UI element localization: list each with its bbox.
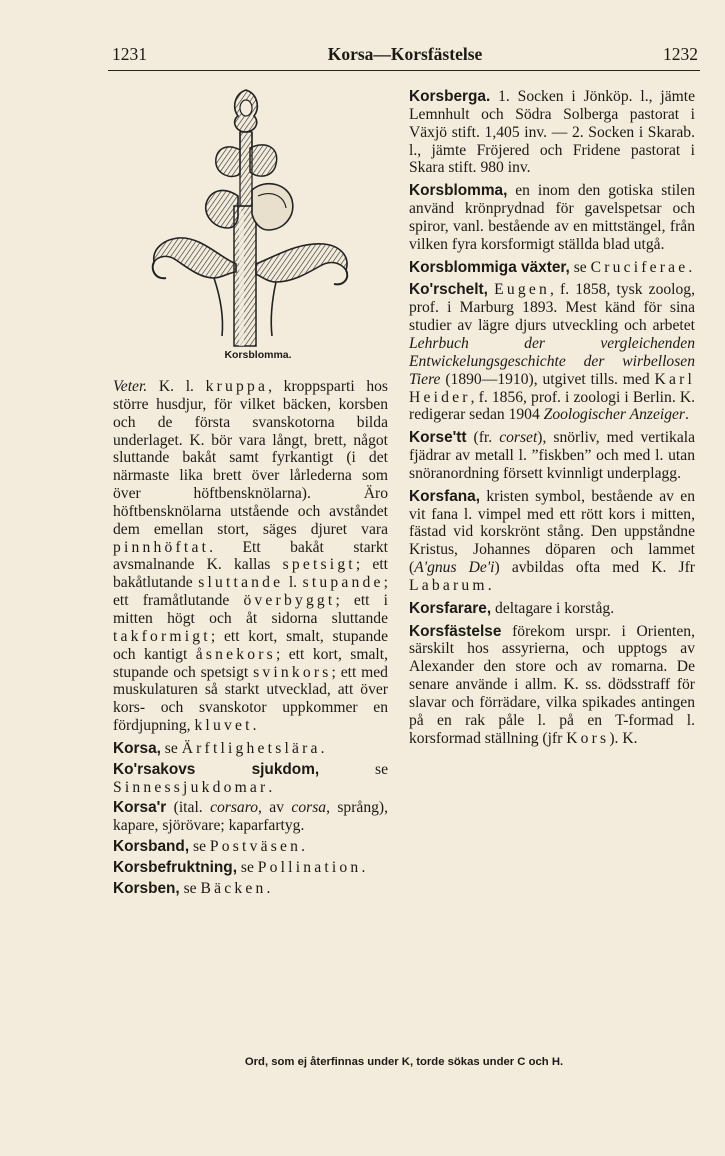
spaced-name: Karl Heider xyxy=(409,370,695,406)
entry-text: . xyxy=(320,739,325,757)
entry-korsfarare xyxy=(409,600,695,618)
entry-text: ; ett i mitten högt och åt sidorna sluttande xyxy=(113,592,388,627)
entry-korsa xyxy=(113,740,388,758)
entry-text: , f. 1856, prof. i zoologi i Berlin. K. redigerar sedan 1904 xyxy=(409,388,695,424)
entry-text: se xyxy=(160,739,182,757)
entry-text: se xyxy=(319,760,388,778)
entry-korsfastelse xyxy=(409,623,695,748)
entry-headword: Korsfästelse xyxy=(409,622,502,640)
entry-headword: Ko'rsakovs sjukdom, xyxy=(113,760,320,778)
entry-text: . xyxy=(266,879,271,897)
entry-korsfana xyxy=(409,488,695,595)
entry-korschelt xyxy=(409,281,695,424)
entry-text: . xyxy=(252,717,257,735)
entry-text: ; ett framåtlutande xyxy=(113,574,388,610)
entry-text: se xyxy=(236,858,258,876)
entry-korsblommiga-vaxter xyxy=(409,259,695,277)
spaced-term: pinnhöftat xyxy=(113,538,210,556)
left-column xyxy=(113,378,388,901)
cross-reference: Postväsen xyxy=(209,838,302,856)
book-title: Lehrbuch der vergleichenden Entwickelungsgeschichte der wirbellosen Tiere xyxy=(409,334,695,388)
footer-note: Ord, som ej återfinnas under K, torde sökas under C och H. xyxy=(244,1056,564,1068)
entry-text: ; ett med muskulaturen så starkt utvecklad, att över kors- och svanskotor uppkommer en fördjupning, xyxy=(113,663,388,735)
entry-text: K. l. xyxy=(147,378,206,395)
entry-text: ; ett kort, smalt, stupande och kantigt xyxy=(113,627,388,663)
entry-korsblomma xyxy=(409,182,695,253)
korsblomma-illustration xyxy=(148,86,352,354)
entry-text: deltagare i korståg. xyxy=(491,599,615,617)
spaced-term: kruppa xyxy=(205,378,269,395)
entry-text: se xyxy=(189,838,210,856)
entry-text: l. xyxy=(283,574,303,592)
etymology-term: corsa xyxy=(291,799,327,817)
spaced-term: takformigt xyxy=(113,627,211,645)
etymology-term: corsaro xyxy=(210,799,259,817)
entry-text: . xyxy=(361,858,366,876)
spaced-term: spetsigt xyxy=(282,556,356,574)
page-number-right: 1232 xyxy=(663,44,698,64)
entry-text: kristen symbol, bestående av en vit fana l. vimpel med ett rött kors i mitten, fästad vid korskrönt stång. Den uppståndne Kristus, Johannes döparen och lammet ( xyxy=(409,487,695,577)
entry-text: 1. Socken i Jönköp. l., jämte Lemnhult och Södra Solberga pastorat i Växjö stift. 1,405 inv. — 2. Socken i Skarab. l., jämte Fröjered och Fridene pastorat i Skara stift. 980 inv. xyxy=(409,88,695,177)
cross-reference: Cruciferae xyxy=(590,258,689,276)
entry-text: , språng), kapare, sjörövare; kaparfartyg. xyxy=(113,799,389,835)
entry-headword: Korse'tt xyxy=(409,429,467,447)
spaced-name: Eugen xyxy=(494,281,550,299)
entry-text: , kroppsparti hos större husdjur, för vilket bäcken, korsben och de första svanskotorna bilda underlaget. K. bör vara långt, brett, något sluttande bakåt samt fyrkantigt (i det närmaste lika brett över lårlederna som över höftbensknölarna). Äro höftbensknölarna utstående och avståndet dem emellan stort, säges djuret vara xyxy=(113,378,388,538)
journal-title: Zoologischer Anzeiger xyxy=(543,406,686,424)
entry-headword: Ko'rschelt, xyxy=(409,281,488,299)
entry-korsband xyxy=(113,838,388,856)
header-rule xyxy=(108,70,700,71)
spaced-term: överbyggt xyxy=(243,592,336,610)
cross-reference: Pollination xyxy=(257,858,362,876)
crocket-finial-drawing xyxy=(148,86,352,354)
entry-veterinary-kors xyxy=(113,378,388,735)
entry-korsett xyxy=(409,429,695,483)
page-number-left: 1231 xyxy=(112,44,147,64)
right-column xyxy=(409,88,695,753)
cross-reference: Sinnessjukdomar xyxy=(113,778,269,796)
etymology-term: corset xyxy=(499,429,538,447)
cross-reference: Ärftlighetslära xyxy=(181,739,321,757)
spaced-term: stupande xyxy=(302,574,384,592)
entry-korsberga xyxy=(409,88,695,177)
entry-text: . xyxy=(685,406,689,424)
spaced-term: åsnekors xyxy=(195,645,276,663)
entry-text: , av xyxy=(258,799,292,817)
page-title: Korsa—Korsfästelse xyxy=(327,44,483,64)
entry-text: (fr. xyxy=(466,429,500,447)
entry-text: se xyxy=(179,879,201,897)
running-head xyxy=(112,44,698,70)
entry-korsar xyxy=(113,799,388,835)
entry-text: en inom den gotiska stilen använd krönprydnad för gavelspetsar och spiror, vanl. bestående av en mittstängel, från vilken fyra korsformigt ställda blad utgå. xyxy=(409,182,695,253)
figure-caption: Korsblomma. xyxy=(224,349,292,361)
entry-text: . Ett bakåt starkt avsmalnande K. kallas xyxy=(113,538,388,574)
spaced-term: svinkors xyxy=(253,663,332,681)
entry-text: ). K. xyxy=(609,729,638,747)
entry-text: . xyxy=(301,838,305,856)
cross-reference: Kors xyxy=(566,729,610,747)
entry-text: se xyxy=(569,258,591,276)
entry-headword: Korsbefruktning, xyxy=(113,858,237,876)
entry-korsakovs-sjukdom xyxy=(113,761,388,797)
spaced-term: kluvet xyxy=(194,717,253,735)
entry-text: . xyxy=(688,258,693,276)
entry-text: . xyxy=(268,778,273,796)
entry-headword: Korsben, xyxy=(113,879,180,897)
entry-text: (ital. xyxy=(166,799,211,817)
spaced-term: sluttande xyxy=(198,574,284,592)
entry-korsben xyxy=(113,880,388,898)
entry-headword: Korsblommiga växter, xyxy=(409,258,570,276)
entry-text: ; ett bakåtlutande xyxy=(113,556,388,592)
entry-text: ), snörliv, med vertikala fjädrar av metall l. ”fiskben” och med l. utan snöranordning försett kvinnligt underplagg. xyxy=(409,429,695,482)
entry-headword: Korsa, xyxy=(113,739,161,757)
entry-text: ) avbildas ofta med K. Jfr xyxy=(494,559,695,577)
entry-field-label: Veter. xyxy=(113,378,148,395)
entry-headword: Korsfana, xyxy=(409,487,480,505)
entry-text: förekom urspr. i Orienten, särskilt hos assyrierna, och upptogs av Alexander den store och av romarna. De senare använde i allm. K. ss. dödsstraff för slavar och förrädare, vilka spikades antingen på en rak påle l. på en T-formad l. korsformad ställning (jfr xyxy=(409,622,695,747)
latin-term: A'gnus De'i xyxy=(414,559,495,577)
entry-headword: Korsband, xyxy=(113,838,190,856)
entry-text: (1890—1910), utgivet tills. med xyxy=(440,370,655,388)
entry-korsbefruktning xyxy=(113,859,388,877)
entry-text: ; ett kort, smalt, stupande och spetsigt xyxy=(113,645,388,681)
entry-headword: Korsblomma, xyxy=(409,182,508,200)
entry-headword: Korsfarare, xyxy=(409,599,492,617)
cross-reference: Bäcken xyxy=(200,879,267,897)
entry-headword: Korsa'r xyxy=(113,799,167,817)
entry-text: . xyxy=(487,576,492,594)
entry-text: , f. 1858, tysk zoolog, prof. i Marburg 1893. Mest känd för sina studier av lägre djurs utveckling och arbetet xyxy=(409,281,695,335)
entry-headword: Korsberga. xyxy=(409,88,491,105)
cross-reference: Labarum xyxy=(409,576,488,594)
